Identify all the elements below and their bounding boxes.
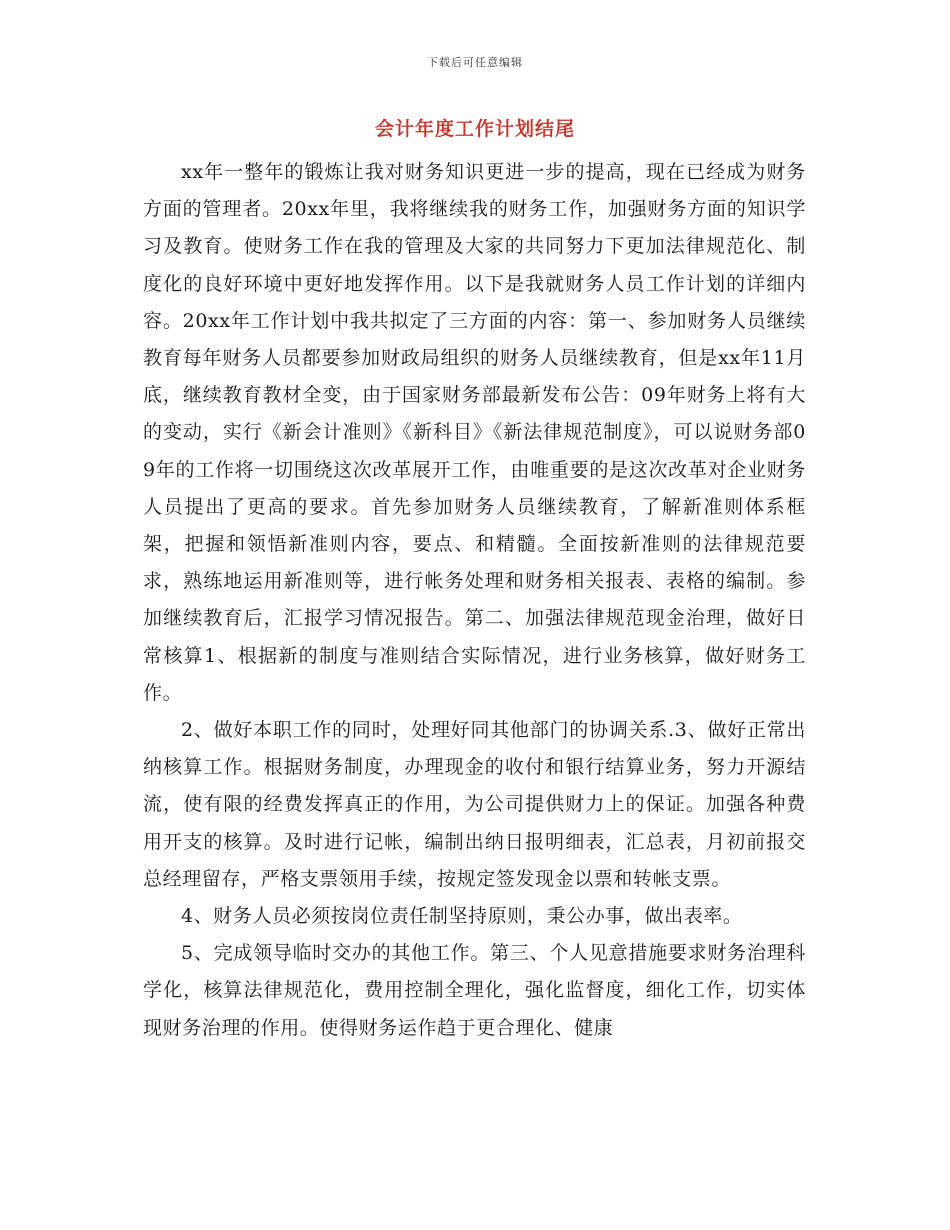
document-title: 会计年度工作计划结尾 [374, 118, 575, 140]
header-note: 下载后可任意编辑 [427, 56, 523, 69]
paragraph-2: 2、做好本职工作的同时，处理好同其他部门的协调关系.3、做好正常出纳核算工作。根据财务制度，办理现金的收付和银行结算业务，努力开源结流，使有限的经费发挥真正的作用，为公司提供财力上的保证。加强各种费用开支的核算。及时进行记帐，编制出纳日报明细表，汇总表，月初前报交总经理留存，严格支票领用手续，按规定签发现金以票和转帐支票。 [143, 719, 806, 890]
document-body [143, 154, 806, 1047]
paragraph-1: xx年一整年的锻炼让我对财务知识更进一步的提高，现在已经成为财务方面的管理者。20xx年里，我将继续我的财务工作，加强财务方面的知识学习及教育。使财务工作在我的管理及大家的共同努力下更加法律规范化、制度化的良好环境中更好地发挥作用。以下是我就财务人员工作计划的详细内容。20xx年工作计划中我共拟定了三方面的内容：第一、参加财务人员继续教育每年财务人员都要参加财政局组织的财务人员继续教育，但是xx年11月底，继续教育教材全变，由于国家财务部最新发布公告：09年财务上将有大的变动，实行《新会计准则》《新科目》《新法律规范制度》，可以说财务部09年的工作将一切围绕这次改革展开工作，由唯重要的是这次改革对企业财务人员提出了更高的要求。首先参加财务人员继续教育，了解新准则体系框架，把握和领悟新准则内容，要点、和精髓。全面按新准则的法律规范要求，熟练地运用新准则等，进行帐务处理和财务相关报表、表格的编制。参加继续教育后，汇报学习情况报告。第二、加强法律规范现金治理，做好日常核算1、根据新的制度与准则结合实际情况，进行业务核算，做好财务工作。 [143, 161, 806, 704]
paragraph-3: 4、财务人员必须按岗位责任制坚持原则，秉公办事，做出表率。 [181, 905, 743, 928]
paragraph-4: 5、完成领导临时交办的其他工作。第三、个人见意措施要求财务治理科学化，核算法律规范化，费用控制全理化，强化监督度，细化工作，切实体现财务治理的作用。使得财务运作趋于更合理化、健康 [143, 942, 806, 1039]
